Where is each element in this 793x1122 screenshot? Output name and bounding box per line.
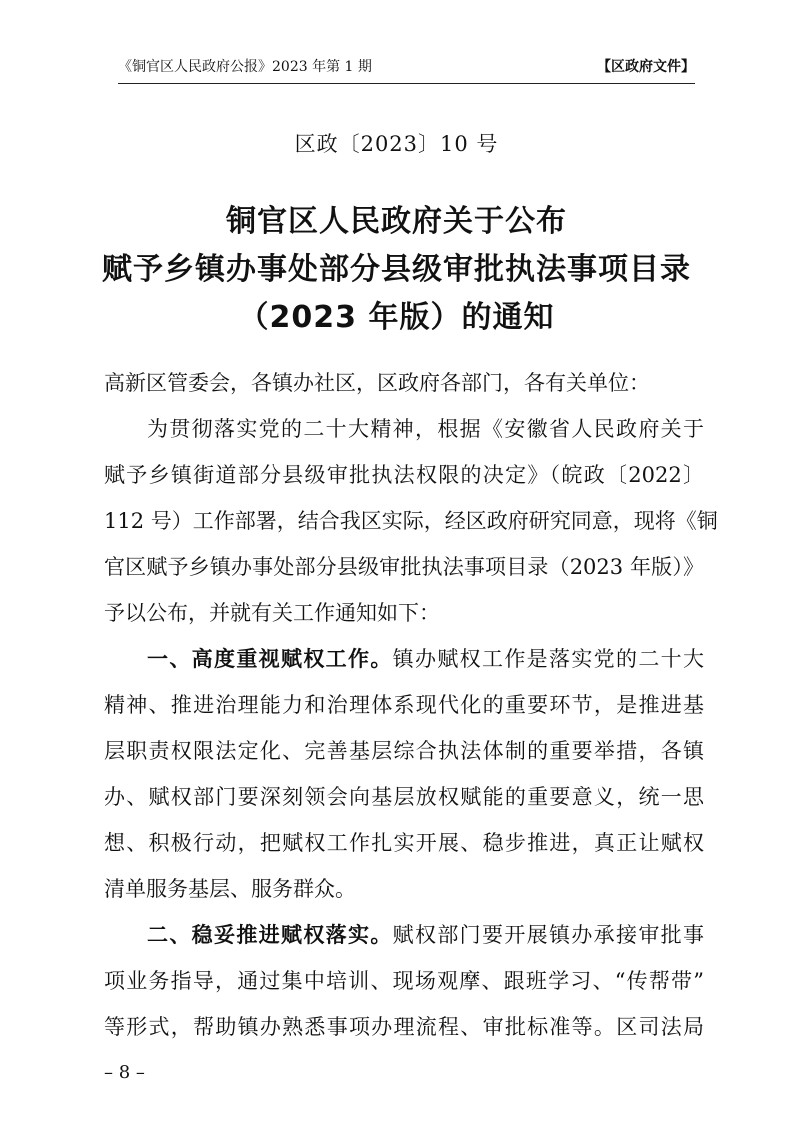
title-line-1: 铜官区人民政府关于公布 [226, 204, 567, 239]
section2-heading: 二、稳妥推进赋权落实。 [147, 923, 393, 947]
section1-line-5: 想、积极行动，把赋权工作扎实开展、稳步推进，真正让赋权 [104, 831, 704, 855]
header-section: 【区政府文件】 [597, 59, 695, 75]
section1-heading: 一、高度重视赋权工作。 [147, 647, 393, 671]
intro-line-5: 予以公布，并就有关工作通知如下： [104, 601, 440, 625]
intro-line-1: 为贯彻落实党的二十大精神，根据《安徽省人民政府关于 [147, 417, 704, 441]
section1-first-line [147, 644, 704, 674]
title-line-2: 赋予乡镇办事处部分县级审批执法事项目录 [102, 252, 691, 287]
section1-line-3: 层职责权限法定化、完善基层综合执法体制的重要举措，各镇 [104, 739, 704, 763]
document-number: 区政〔2023〕10 号 [294, 132, 499, 156]
intro-line-2: 赋予乡镇街道部分县级审批执法权限的决定》（皖政〔2022〕 [104, 463, 704, 487]
header-rule [118, 83, 695, 84]
section2-first-line [147, 920, 704, 950]
addressee: 高新区管委会，各镇办社区，区政府各部门，各有关单位： [104, 371, 650, 395]
title-line-3: （2023 年版）的通知 [238, 300, 555, 335]
intro-line-3: 112 号）工作部署，结合我区实际，经区政府研究同意，现将《铜 [104, 509, 718, 533]
section1-line-4: 办、赋权部门要深刻领会向基层放权赋能的重要意义，统一思 [104, 785, 704, 809]
section1-line-6: 清单服务基层、服务群众。 [104, 877, 356, 901]
section1-first-rest: 镇办赋权工作是落实党的二十大 [392, 647, 705, 671]
section2-line-2: 项业务指导，通过集中培训、现场观摩、跟班学习、“传帮带” [104, 969, 704, 993]
section2-first-rest: 赋权部门要开展镇办承接审批事 [392, 923, 705, 947]
section2-line-3: 等形式，帮助镇办熟悉事项办理流程、审批标准等。区司法局 [104, 1015, 704, 1039]
page-number: – 8 – [104, 1062, 145, 1083]
intro-line-4: 官区赋予乡镇办事处部分县级审批执法事项目录（2023 年版）》 [104, 555, 704, 579]
running-header [118, 50, 695, 84]
section1-line-2: 精神、推进治理能力和治理体系现代化的重要环节，是推进基 [104, 693, 704, 717]
header-publication: 《铜官区人民政府公报》2023 年第 1 期 [118, 59, 372, 75]
